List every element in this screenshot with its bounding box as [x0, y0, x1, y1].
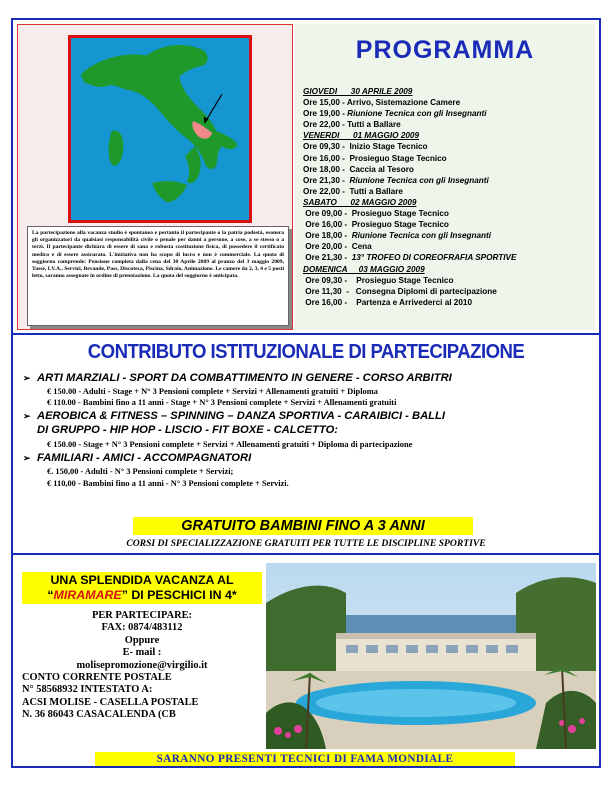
email-address[interactable]: molisepromozione@virgilio.it	[76, 659, 208, 671]
vacanza-banner	[22, 572, 262, 604]
italy-map-icon	[71, 38, 249, 220]
schedule-time: Ore 11,30 -	[303, 286, 356, 296]
schedule-activity: Arrivo, Sistemazione Camere	[346, 98, 461, 108]
schedule-activity: Prosieguo Stage Tecnico	[356, 275, 454, 285]
resort-photo-image	[266, 563, 596, 749]
schedule-activity: Consegna Diplomi di partecipazione	[355, 286, 497, 296]
bottom-section	[13, 555, 599, 766]
schedule-activity: Cena	[351, 242, 372, 252]
schedule-time: Ore 22,00 -	[303, 186, 350, 196]
programma-title: PROGRAMMA	[355, 36, 535, 64]
italy-map	[68, 35, 252, 223]
category-label: AEROBICA & FITNESS – SPINNING – DANZA SPORTIVA - CARAIBICI - BALLI	[37, 410, 445, 422]
schedule-day-heading: DOMENICA 03 MAGGIO 2009	[303, 264, 425, 274]
schedule-activity: Riunione Tecnica con gli Insegnanti	[349, 175, 489, 185]
schedule-time: Ore 18,00 -	[303, 164, 350, 174]
schedule-item	[303, 208, 595, 219]
schedule-day-heading: GIOVEDI 30 APRILE 2009	[303, 87, 413, 96]
schedule-time: Ore 09,30 -	[303, 142, 350, 152]
arrow-bullet-icon: ➢	[23, 373, 31, 383]
schedule-item	[303, 286, 595, 297]
schedule-item	[303, 119, 595, 130]
schedule-time: Ore 20,00 -	[303, 242, 352, 252]
resort-name: MIRAMARE	[53, 588, 122, 602]
schedule-item	[303, 175, 595, 186]
vacanza-line1: UNA SPLENDIDA VACANZA AL	[50, 573, 234, 587]
schedule-item	[303, 297, 595, 308]
category-label: FAMILIARI - AMICI - ACCOMPAGNATORI	[37, 452, 252, 464]
bank-line: N. 36 86043 CASACALENDA (CB	[22, 709, 176, 721]
programma-panel	[295, 24, 595, 330]
schedule-item	[303, 164, 595, 175]
contacts-or: Oppure	[124, 634, 160, 646]
schedule-day-heading: VENERDI 01 MAGGIO 2009	[303, 131, 420, 141]
flyer-frame	[11, 18, 601, 768]
schedule-time: Ore 21,30 -	[303, 253, 352, 263]
category-familiari	[23, 452, 597, 465]
schedule-activity: Prosieguo Stage Tecnico	[351, 220, 449, 230]
contacts-heading: PER PARTECIPARE:	[92, 610, 192, 621]
schedule-item	[303, 252, 595, 263]
bank-line: N° 58568932 INTESTATO A:	[22, 684, 153, 696]
arrow-bullet-icon: ➢	[23, 411, 31, 421]
gratuito-banner: GRATUITO BAMBINI FINO A 3 ANNI	[133, 517, 473, 535]
fax-number: FAX: 0874/483112	[101, 622, 183, 634]
bank-line: ACSI MOLISE - CASELLA POSTALE	[22, 696, 199, 708]
schedule-time: Ore 09,00 -	[303, 209, 352, 219]
schedule-activity: Inizio Stage Tecnico	[349, 142, 428, 152]
price-line: €. 150,00 - Adulti - N° 3 Pensioni complete + Servizi;	[47, 467, 234, 476]
schedule-activity: Tutti a Ballare	[347, 120, 401, 130]
schedule-activity: Riunione Tecnica con gli Insegnanti	[347, 109, 487, 119]
schedule-item	[303, 219, 595, 230]
schedule-time: Ore 09,30 -	[303, 275, 357, 285]
schedule-time: Ore 21,30 -	[303, 175, 350, 185]
schedule-time: Ore 18,00 -	[303, 231, 352, 241]
disclaimer-text: La partecipazione alla vacanza studio è spontanea e pertanto il partecipante o la patria podestà, esonera gli organizzatori da qualsiasi responsabilità civile o penale per danni a persone, a cose, a se stesso o a terzi. Il partecipante dichiara di essere di sana e robusta costituzione fisica, di possedere il certificato medico e di essere assicurato. L'iniziativa non ha scopo di lucro e non è commerciale. La quota di soggiorno comprende: Pensione completa dalla cena del 30 Aprile 2009 al pranzo del 3 maggio 2009, Tasse, I.V.A., Servizi, Bevande, Pass, Discoteca, Piscina, Sdraio, Animazione. Le camere da 2, 3, 4 e 5 posti letto, saranno assegnate in ordine di prenotazione. La quota del soggiorno è anticipata.	[27, 226, 289, 326]
schedule-activity: Prosieguo Stage Tecnico	[351, 209, 449, 219]
schedule-time: Ore 15,00 -	[303, 98, 347, 108]
schedule-activity: Riunione Tecnica con gli Insegnanti	[351, 231, 492, 241]
price-line: € 110,00 - Bambini fino a 11 anni - N° 3 Pensioni complete + Servizi.	[47, 479, 289, 488]
schedule-time: Ore 16,00 -	[303, 297, 357, 307]
schedule	[303, 86, 595, 308]
tecnici-banner: SARANNO PRESENTI TECNICI DI FAMA MONDIALE	[95, 752, 515, 766]
contacts-block	[22, 610, 262, 722]
price-line: € 150.00 - Stage + N° 3 Pensioni complete + Servizi + Allenamenti gratuiti + Diploma di partecipazione	[47, 440, 413, 449]
schedule-time: Ore 19,00 -	[303, 109, 348, 119]
price-line: € 110.00 - Bambini fino a 11 anni - Stage + N° 3 Pensioni complete + Servizi + Allenamenti gratuiti	[47, 398, 397, 407]
category-label: ARTI MARZIALI - SPORT DA COMBATTIMENTO IN GENERE - CORSO ARBITRI	[37, 372, 452, 384]
email-label: E- mail :	[122, 647, 162, 659]
schedule-activity: Prosieguo Stage Tecnico	[349, 153, 447, 163]
schedule-activity: 13° TROFEO DI COREOFRAFIA SPORTIVE	[351, 253, 517, 263]
schedule-time: Ore 16,00 -	[303, 220, 352, 230]
contributo-section	[13, 335, 599, 555]
price-line: € 150.00 - Adulti - Stage + N° 3 Pensioni complete + Servizi + Allenamenti gratuiti + Diploma	[47, 387, 378, 396]
resort-photo	[266, 563, 596, 749]
schedule-item	[303, 186, 595, 197]
schedule-item	[303, 230, 595, 241]
arrow-bullet-icon: ➢	[23, 453, 31, 463]
category-aerobica-cont: DI GRUPPO - HIP HOP - LISCIO - FIT BOXE - CALCETTO:	[37, 424, 339, 436]
schedule-item	[303, 141, 595, 152]
schedule-day-heading: SABATO 02 MAGGIO 2009	[303, 197, 417, 207]
category-aerobica	[23, 410, 597, 423]
schedule-item	[303, 275, 595, 286]
schedule-activity: Caccia al Tesoro	[349, 164, 414, 174]
schedule-item	[303, 108, 595, 119]
contributo-title: CONTRIBUTO ISTITUZIONALE DI PARTECIPAZIONE	[87, 341, 525, 363]
schedule-item	[303, 153, 595, 164]
schedule-activity: Partenza e Arrivederci al 2010	[356, 297, 473, 307]
schedule-time: Ore 16,00 -	[303, 153, 350, 163]
category-arti-marziali	[23, 372, 597, 385]
vacanza-line2: “MIRAMARE” DI PESCHICI IN 4*	[47, 588, 237, 602]
corsi-line: CORSI DI SPECIALIZZAZIONE GRATUITI PER TUTTE LE DISCIPLINE SPORTIVE	[126, 538, 486, 549]
map-panel	[17, 24, 293, 330]
schedule-item	[303, 241, 595, 252]
schedule-activity: Tutti a Ballare	[349, 186, 403, 196]
top-section	[13, 20, 599, 335]
schedule-time: Ore 22,00 -	[303, 120, 348, 130]
schedule-item	[303, 97, 595, 108]
bank-line: CONTO CORRENTE POSTALE	[22, 672, 172, 684]
